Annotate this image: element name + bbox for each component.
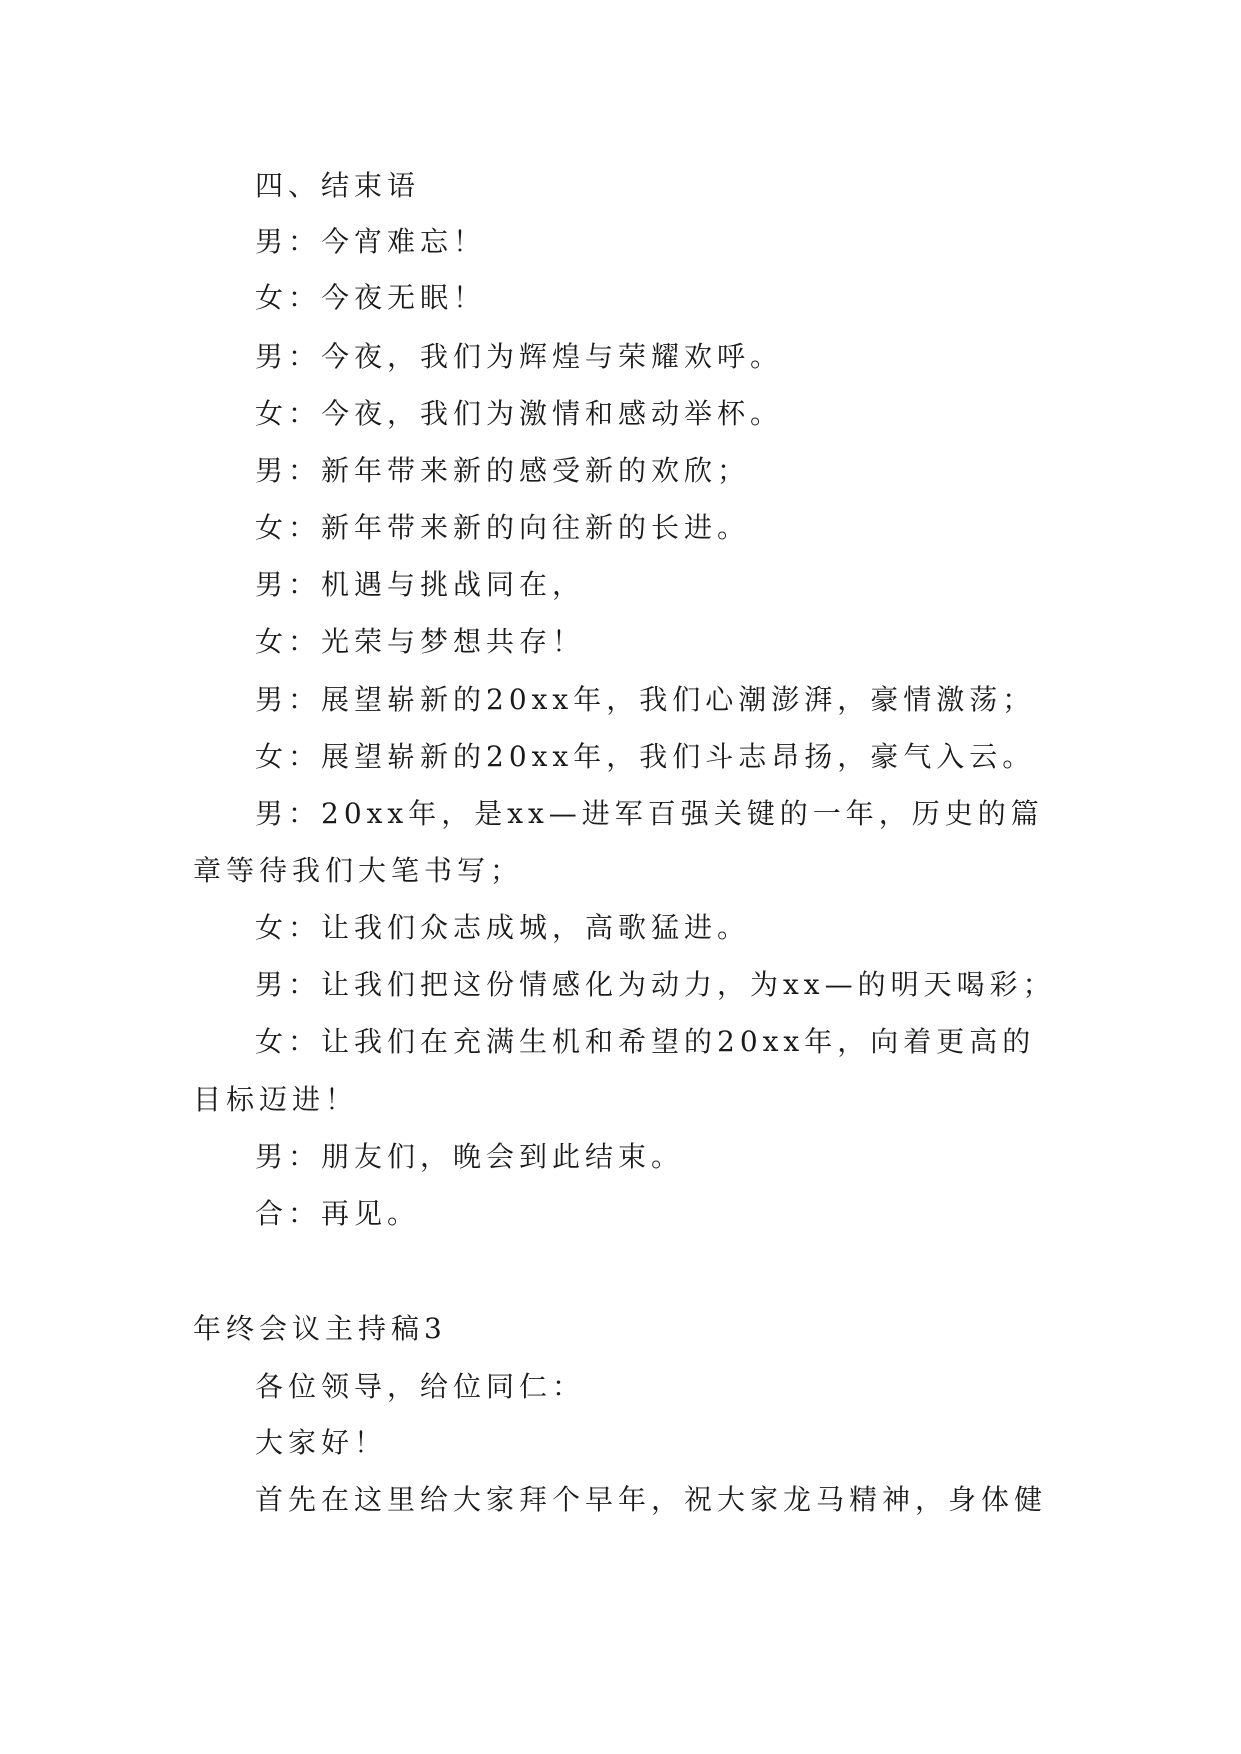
dialogue-line: 男：机遇与挑战同在， (255, 568, 586, 601)
article-title: 年终会议主持稿3 (193, 1312, 447, 1345)
dialogue-line: 男：20xx年，是xx—进军百强关键的一年，历史的篇 (255, 797, 1044, 830)
salutation-line: 各位领导，给位同仁： (255, 1370, 586, 1403)
dialogue-line: 男：让我们把这份情感化为动力，为xx—的明天喝彩； (255, 968, 1056, 1001)
dialogue-line: 男：新年带来新的感受新的欢欣； (255, 454, 751, 487)
dialogue-line: 男：今夜，我们为辉煌与荣耀欢呼。 (255, 340, 784, 373)
dialogue-line: 女：展望崭新的20xx年，我们斗志昂扬，豪气入云。 (255, 740, 1036, 773)
dialogue-line: 女：今夜，我们为激情和感动举杯。 (255, 397, 784, 430)
dialogue-line: 女：光荣与梦想共存！ (255, 625, 586, 658)
section-heading: 四、结束语 (255, 169, 421, 202)
dialogue-line-continuation: 目标迈进！ (193, 1083, 359, 1116)
dialogue-line: 女：新年带来新的向往新的长进。 (255, 511, 751, 544)
body-paragraph-line: 首先在这里给大家拜个早年，祝大家龙马精神，身体健 (255, 1483, 1048, 1516)
dialogue-line: 男：今宵难忘！ (255, 225, 487, 258)
dialogue-line: 合：再见。 (255, 1197, 421, 1230)
dialogue-line: 男：朋友们，晚会到此结束。 (255, 1140, 685, 1173)
dialogue-line: 女：让我们众志成城，高歌猛进。 (255, 911, 751, 944)
dialogue-line: 女：今夜无眠！ (255, 281, 487, 314)
dialogue-line-continuation: 章等待我们大笔书写； (193, 854, 524, 887)
greeting-line: 大家好！ (255, 1426, 388, 1459)
dialogue-line: 女：让我们在充满生机和希望的20xx年，向着更高的 (255, 1025, 1036, 1058)
dialogue-line: 男：展望崭新的20xx年，我们心潮澎湃，豪情激荡； (255, 683, 1036, 716)
